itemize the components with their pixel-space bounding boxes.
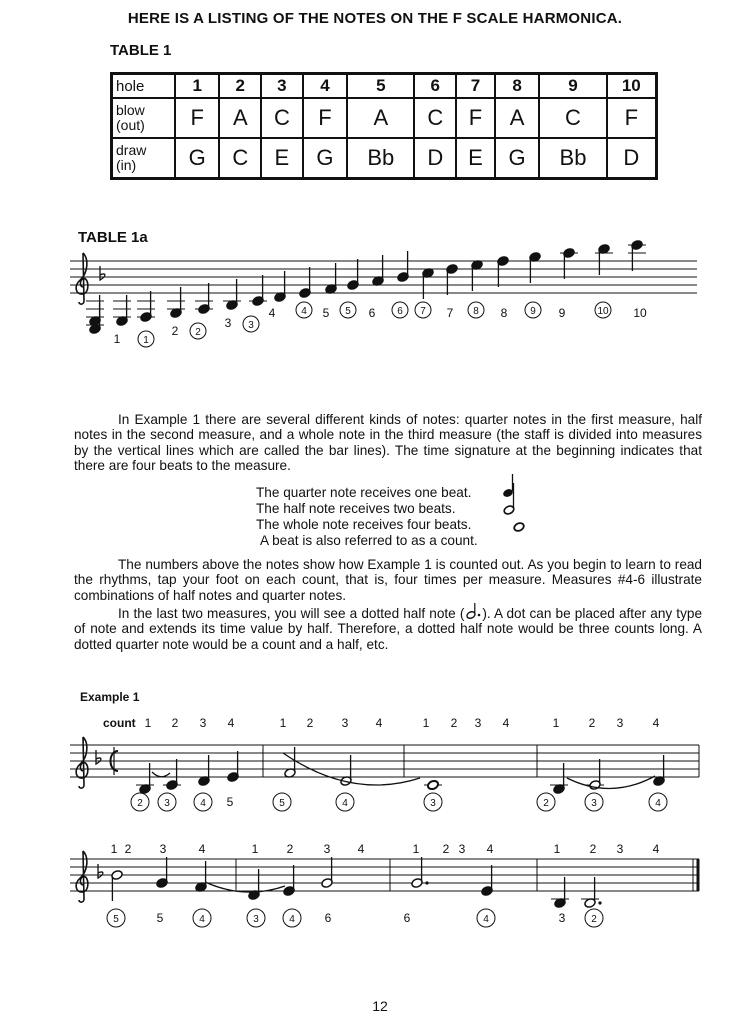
scale-note [397,251,409,282]
circled-hole-number: 4 [655,798,661,809]
count-number: 2 [306,716,314,730]
table-cell: F [303,98,347,138]
dotted-text-end: ). A dot can be placed after any type of note and extends its time value by half. Therefore, a dotted half note would be three counts long. A dotted quarter note would be a count and a half, etc. [74,606,703,652]
example-1-label: Example 1 [80,690,140,704]
melody-note [584,877,602,908]
example-1-staff-line-1 [0,700,750,830]
scale-note [116,295,128,326]
scale-note [274,271,286,302]
circled-hole-number: 2 [543,798,549,809]
harmonica-notes-table [110,72,658,180]
circled-hole-number: 1 [143,335,149,346]
hole-number: 8 [500,306,508,320]
scale-note [252,275,264,306]
quarter-note-icon [502,474,514,498]
table-cell: 7 [456,74,495,99]
count-number: 2 [450,716,458,730]
table-cell: D [607,138,657,179]
circled-hole-number: 2 [195,327,201,338]
count-number: 3 [474,716,482,730]
scale-note [140,291,152,322]
scale-note [497,256,509,287]
beat-quarter-text: The quarter note receives one beat. [256,485,472,500]
melody-note [411,857,429,888]
circled-hole-number: 2 [137,798,143,809]
melody-note [227,751,239,782]
count-number: 4 [652,716,660,730]
table-cell: G [303,138,347,179]
melody-note [481,865,493,896]
count-number: 4 [357,842,365,856]
count-number: 3 [616,716,624,730]
melody-note [284,747,296,778]
count-number: 1 [144,716,152,730]
scale-note [347,259,359,290]
hole-number: 5 [322,306,330,320]
hole-number: 7 [446,306,454,320]
table-cell: 4 [303,74,347,99]
hole-number: 3 [558,911,566,925]
table-cell: Bb [347,138,414,179]
dotted-half-note-icon [464,605,482,620]
circled-hole-number: 4 [483,914,489,925]
hole-number: 6 [403,911,411,925]
melody-note [195,861,207,892]
scale-note [372,255,384,286]
circled-hole-number: 5 [345,306,351,317]
melody-note [321,857,333,888]
count-number: 2 [588,716,596,730]
circled-hole-number: 4 [342,798,348,809]
row-header-text: hole [116,77,145,95]
melody-note [589,759,601,790]
count-number: 4 [227,716,235,730]
count-number: 1 [412,842,420,856]
melody-note [248,869,260,900]
count-number: 1 [553,842,561,856]
row-header [112,138,176,179]
table-cell: 8 [495,74,539,99]
table-cell: 3 [261,74,303,99]
count-number: 1 [279,716,287,730]
circled-hole-number: 2 [591,914,597,925]
row-header [112,74,176,99]
whole-note-icon [513,522,525,533]
beat-whole-text: The whole note receives four beats. [256,517,472,532]
paragraph-note-types: In Example 1 there are several different kinds of notes: quarter notes in the first measure, half notes in the second measure, and a whole note in the third measure (the staff is divided into measures by the vertical lines which are called the bar lines). The time signature at the beginning indicates that there are four beats to the measure. [74,412,702,474]
circled-hole-number: 6 [397,306,403,317]
count-number: 4 [375,716,383,730]
count-number: 2 [286,842,294,856]
count-number: 4 [198,842,206,856]
table-cell: E [261,138,303,179]
scale-note [226,279,238,310]
table-1a-staff [0,240,750,360]
row-header-text: blow [116,101,145,118]
circled-hole-number: 3 [248,320,254,331]
beat-half-text: The half note receives two beats. [256,501,456,516]
scale-note [598,244,610,275]
melody-note [283,865,295,896]
table-cell: F [607,98,657,138]
hole-number: 6 [368,306,376,320]
scale-note [170,287,182,318]
table-cell: 6 [414,74,456,99]
table-1-label: TABLE 1 [110,42,172,59]
paragraph-counting: The numbers above the notes show how Example 1 is counted out. As you begin to learn to read the rhythms, tap your foot on each count, that is, four times per measure. Measures #4-6 illustrate combinations of half notes and quarter notes. [74,557,702,603]
count-number: 4 [486,842,494,856]
melody-note [427,780,439,791]
dotted-text-start: In the last two measures, you will see a dotted half note ( [118,606,465,621]
circled-hole-number: 4 [301,306,307,317]
hole-number: 6 [324,911,332,925]
melody-note [156,857,168,888]
circled-hole-number: 4 [289,914,295,925]
count-number: 2 [589,842,597,856]
hole-number: 5 [156,911,164,925]
table-cell: G [175,138,219,179]
table-cell: E [456,138,495,179]
table-cell: A [219,98,261,138]
scale-note [631,240,643,271]
count-number: 1 [110,842,118,856]
table-cell: 1 [175,74,219,99]
table-cell: F [456,98,495,138]
circled-hole-number: 9 [530,306,536,317]
hole-number: 10 [633,306,647,320]
count-number: 4 [502,716,510,730]
table-row [112,138,657,179]
table-row [112,74,657,99]
table-cell: C [261,98,303,138]
count-number: 3 [458,842,466,856]
scale-note [563,248,575,279]
count-number: 3 [323,842,331,856]
table-cell: C [539,98,606,138]
scale-note [422,268,434,299]
count-label: count [103,716,136,730]
circled-hole-number: 4 [200,798,206,809]
hole-number: 4 [268,306,276,320]
circled-hole-number: 4 [199,914,205,925]
row-header-text: (in) [116,156,137,173]
hole-number: 1 [113,332,121,346]
count-number: 4 [652,842,660,856]
scale-note [446,264,458,295]
count-number: 1 [422,716,430,730]
scale-note [299,267,311,298]
hole-number: 9 [558,306,566,320]
scale-note [471,260,483,291]
count-number: 3 [199,716,207,730]
example-1-staff-line-2 [0,830,750,940]
table-1a-label: TABLE 1a [78,229,148,246]
count-number: 1 [251,842,259,856]
count-number: 3 [159,842,167,856]
table-cell: F [175,98,219,138]
count-number: 2 [171,716,179,730]
table-cell: 10 [607,74,657,99]
note-value-icons [0,478,750,538]
page-number: 12 [372,998,388,1014]
beat-definition-text: A beat is also referred to as a count. [260,533,478,548]
circled-hole-number: 5 [113,914,119,925]
scale-note [325,263,337,294]
melody-note [198,755,210,786]
melody-note [139,763,151,794]
flat-icon [100,266,105,280]
page-heading: HERE IS A LISTING OF THE NOTES ON THE F SCALE HARMONICA. [127,10,623,27]
table-cell: A [347,98,414,138]
hole-number: 3 [224,316,232,330]
melody-note [653,755,665,786]
scale-note [529,252,541,283]
circled-hole-number: 7 [420,306,426,317]
slur [152,772,170,777]
circled-hole-number: 3 [253,914,259,925]
table-cell: A [495,98,539,138]
flat-icon [98,864,103,878]
table-cell: 5 [347,74,414,99]
melody-note [554,877,566,908]
table-cell: 2 [219,74,261,99]
circled-hole-number: 10 [597,306,609,317]
row-header [112,98,176,138]
table-cell: D [414,138,456,179]
table-cell: C [219,138,261,179]
count-number: 2 [442,842,450,856]
table-row [112,98,657,138]
row-header-text: draw [116,141,147,158]
hole-number: 2 [171,324,179,338]
circled-hole-number: 3 [164,798,170,809]
scale-note [198,283,210,314]
paragraph-dotted-notes [74,603,702,652]
count-number: 3 [341,716,349,730]
table-cell: G [495,138,539,179]
circled-hole-number: 5 [279,798,285,809]
row-header-text: (out) [116,116,145,133]
count-number: 3 [616,842,624,856]
flat-icon [96,750,101,764]
melody-note [111,870,123,901]
count-number: 1 [552,716,560,730]
count-number: 2 [124,842,132,856]
circled-hole-number: 3 [591,798,597,809]
circled-hole-number: 3 [430,798,436,809]
hole-number: 5 [226,795,234,809]
table-cell: Bb [539,138,606,179]
melody-note [553,763,565,794]
table-cell: C [414,98,456,138]
slur [567,776,655,789]
circled-hole-number: 8 [473,306,479,317]
half-note-icon [503,483,515,515]
table-cell: 9 [539,74,606,99]
